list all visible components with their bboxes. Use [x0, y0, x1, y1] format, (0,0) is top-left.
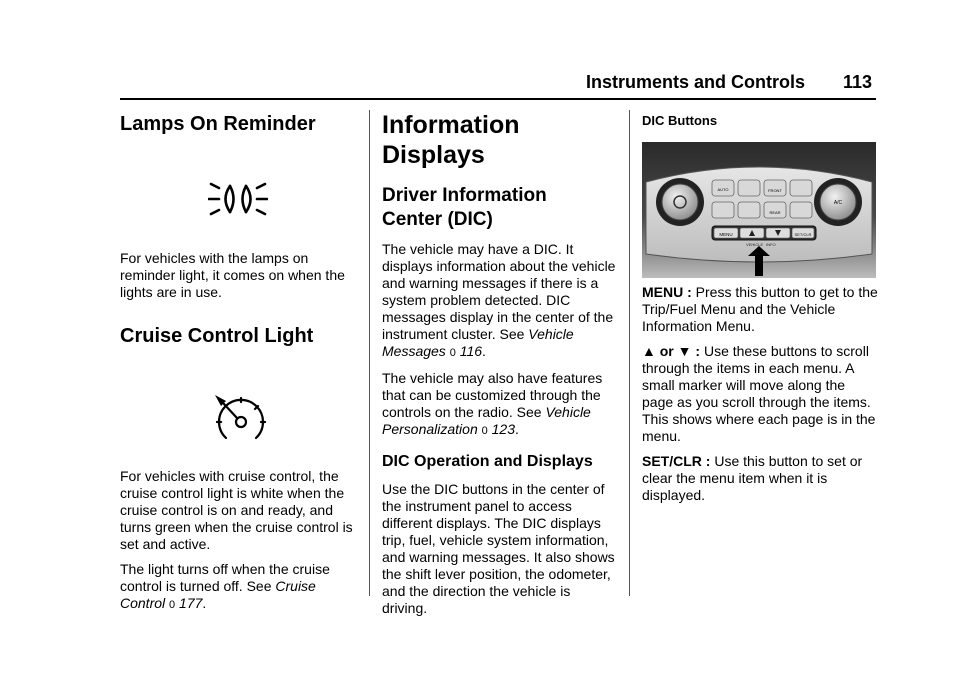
panel-auto-label: AUTO	[717, 187, 729, 192]
setclr-label: SET/CLR :	[642, 453, 711, 469]
lamps-on-reminder-text: For vehicles with the lamps on reminder light, it comes on when the lights are in use.	[120, 250, 345, 300]
cruise-control-page: 177	[179, 595, 203, 611]
header-rule	[120, 98, 876, 100]
lamps-on-reminder-heading: Lamps On Reminder	[120, 113, 316, 135]
page-reference-icon: 0	[449, 347, 456, 359]
dic-operation-heading: DIC Operation and Displays	[382, 453, 593, 470]
cruise-control-icon	[212, 392, 270, 444]
dic-operation-text: Use the DIC buttons in the center of the instrument panel to access different displays. The DIC displays trip, fuel, vehicle system information, and warning messages. It also shows the shift lever position, the odometer, and the direction the vehicle is driving.	[382, 481, 615, 616]
column-2	[382, 110, 618, 617]
vehicle-messages-page: 116	[459, 343, 483, 359]
cruise-control-link[interactable]: Cruise Control	[120, 578, 316, 611]
setclr-button-description: SET/CLR : Use this button to set or clear the menu item when it is displayed.	[642, 453, 863, 503]
vehicle-personalization-page: 123	[491, 421, 515, 437]
menu-button-description: MENU : Press this button to get to the Trip/Fuel Menu and the Vehicle Information Menu.	[642, 284, 878, 334]
panel-rear-label: REAR	[769, 210, 781, 215]
page-number: 113	[843, 72, 873, 92]
cruise-control-light-heading: Cruise Control Light	[120, 325, 314, 347]
column-divider	[629, 110, 630, 596]
down-arrow-icon: ▼	[677, 343, 692, 359]
dic-customize-text: The vehicle may also have features that can be customized through the controls on the radio. See Vehicle Personalization 0 123.	[382, 370, 603, 437]
panel-menu-label: MENU	[719, 232, 733, 237]
menu-label: MENU :	[642, 284, 692, 300]
panel-info-label: INFO	[766, 242, 776, 247]
lamps-on-reminder-icon	[208, 176, 268, 222]
panel-ac-label: A/C	[833, 200, 843, 206]
section-title: Instruments and Controls	[586, 72, 806, 92]
vehicle-messages-link[interactable]: Vehicle Messages	[382, 326, 574, 359]
dic-buttons-heading: DIC Buttons	[642, 113, 718, 128]
scroll-buttons-description: ▲ or ▼ : Use these buttons to scroll through the items in each menu. A small marker will move along the page as you scroll through the items. This shows where each page is in the menu.	[642, 343, 876, 444]
dic-intro-text: The vehicle may have a DIC. It displays information about the vehicle and warning messages if there is a system problem detected. DIC messages display in the center of the instrument cluster. See Vehicle Messages 0 116.	[382, 241, 616, 359]
column-3	[642, 110, 878, 504]
page-reference-icon: 0	[169, 599, 176, 611]
panel-vehicle-label: VEHICLE	[746, 242, 764, 247]
column-divider	[369, 110, 370, 596]
dic-buttons-panel-image	[642, 142, 876, 278]
cruise-control-off-text: The light turns off when the cruise control is turned off. See Cruise Control 0 177.	[120, 561, 330, 611]
vehicle-personalization-link[interactable]: Vehicle Personalization	[382, 404, 591, 437]
panel-setclr-label: SET/CLR	[794, 232, 812, 237]
panel-front-label: FRONT	[768, 188, 782, 193]
cruise-control-text: For vehicles with cruise control, the cruise control light is white when the cruise control is on and ready, and turns green when the cruise control is set and active.	[120, 468, 353, 552]
page-reference-icon: 0	[481, 425, 488, 437]
dic-heading: Driver Information Center (DIC)	[382, 185, 547, 230]
column-1	[120, 110, 356, 614]
information-displays-heading: Information Displays	[382, 111, 520, 169]
up-arrow-icon: ▲	[642, 343, 656, 359]
